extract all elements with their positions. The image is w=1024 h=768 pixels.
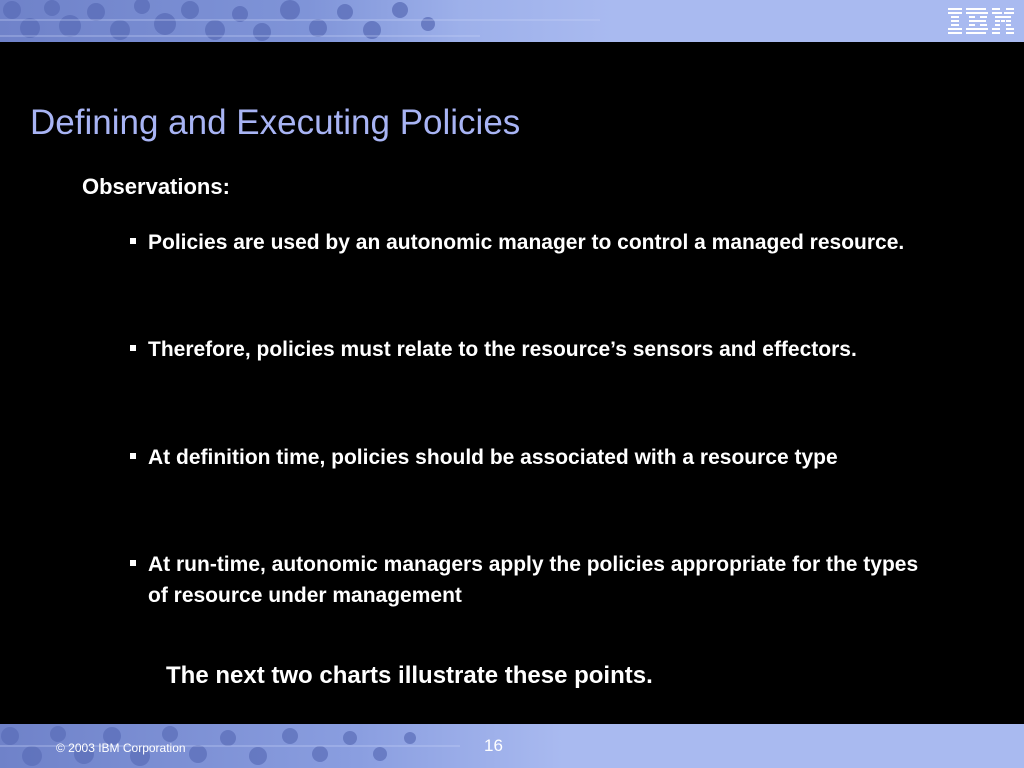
bullet-marker-icon [130,560,136,566]
closing-statement: The next two charts illustrate these points. [166,662,653,689]
bullet-text: At run-time, autonomic managers apply the policies appropriate for the types of resource under management [148,553,919,607]
bullet-text: Therefore, policies must relate to the resource’s sensors and effectors. [148,338,857,361]
bullet-item [130,549,940,611]
bullet-marker-icon [130,238,136,244]
banner-pattern [0,0,600,42]
bullet-marker-icon [130,453,136,459]
top-banner [0,0,1024,42]
footer-banner [0,724,1024,768]
copyright-text: © 2003 IBM Corporation [56,741,186,755]
ibm-logo [948,6,1016,36]
bullet-text: Policies are used by an autonomic manager to control a managed resource. [148,231,905,254]
page-number: 16 [484,736,503,755]
bullet-marker-icon [130,345,136,351]
bullet-text: At definition time, policies should be associated with a resource type [148,446,838,469]
bullet-item [130,227,940,258]
slide-title: Defining and Executing Policies [30,103,521,142]
bullet-item [130,442,940,473]
observations-heading: Observations: [82,174,230,199]
bullet-item [130,334,940,365]
